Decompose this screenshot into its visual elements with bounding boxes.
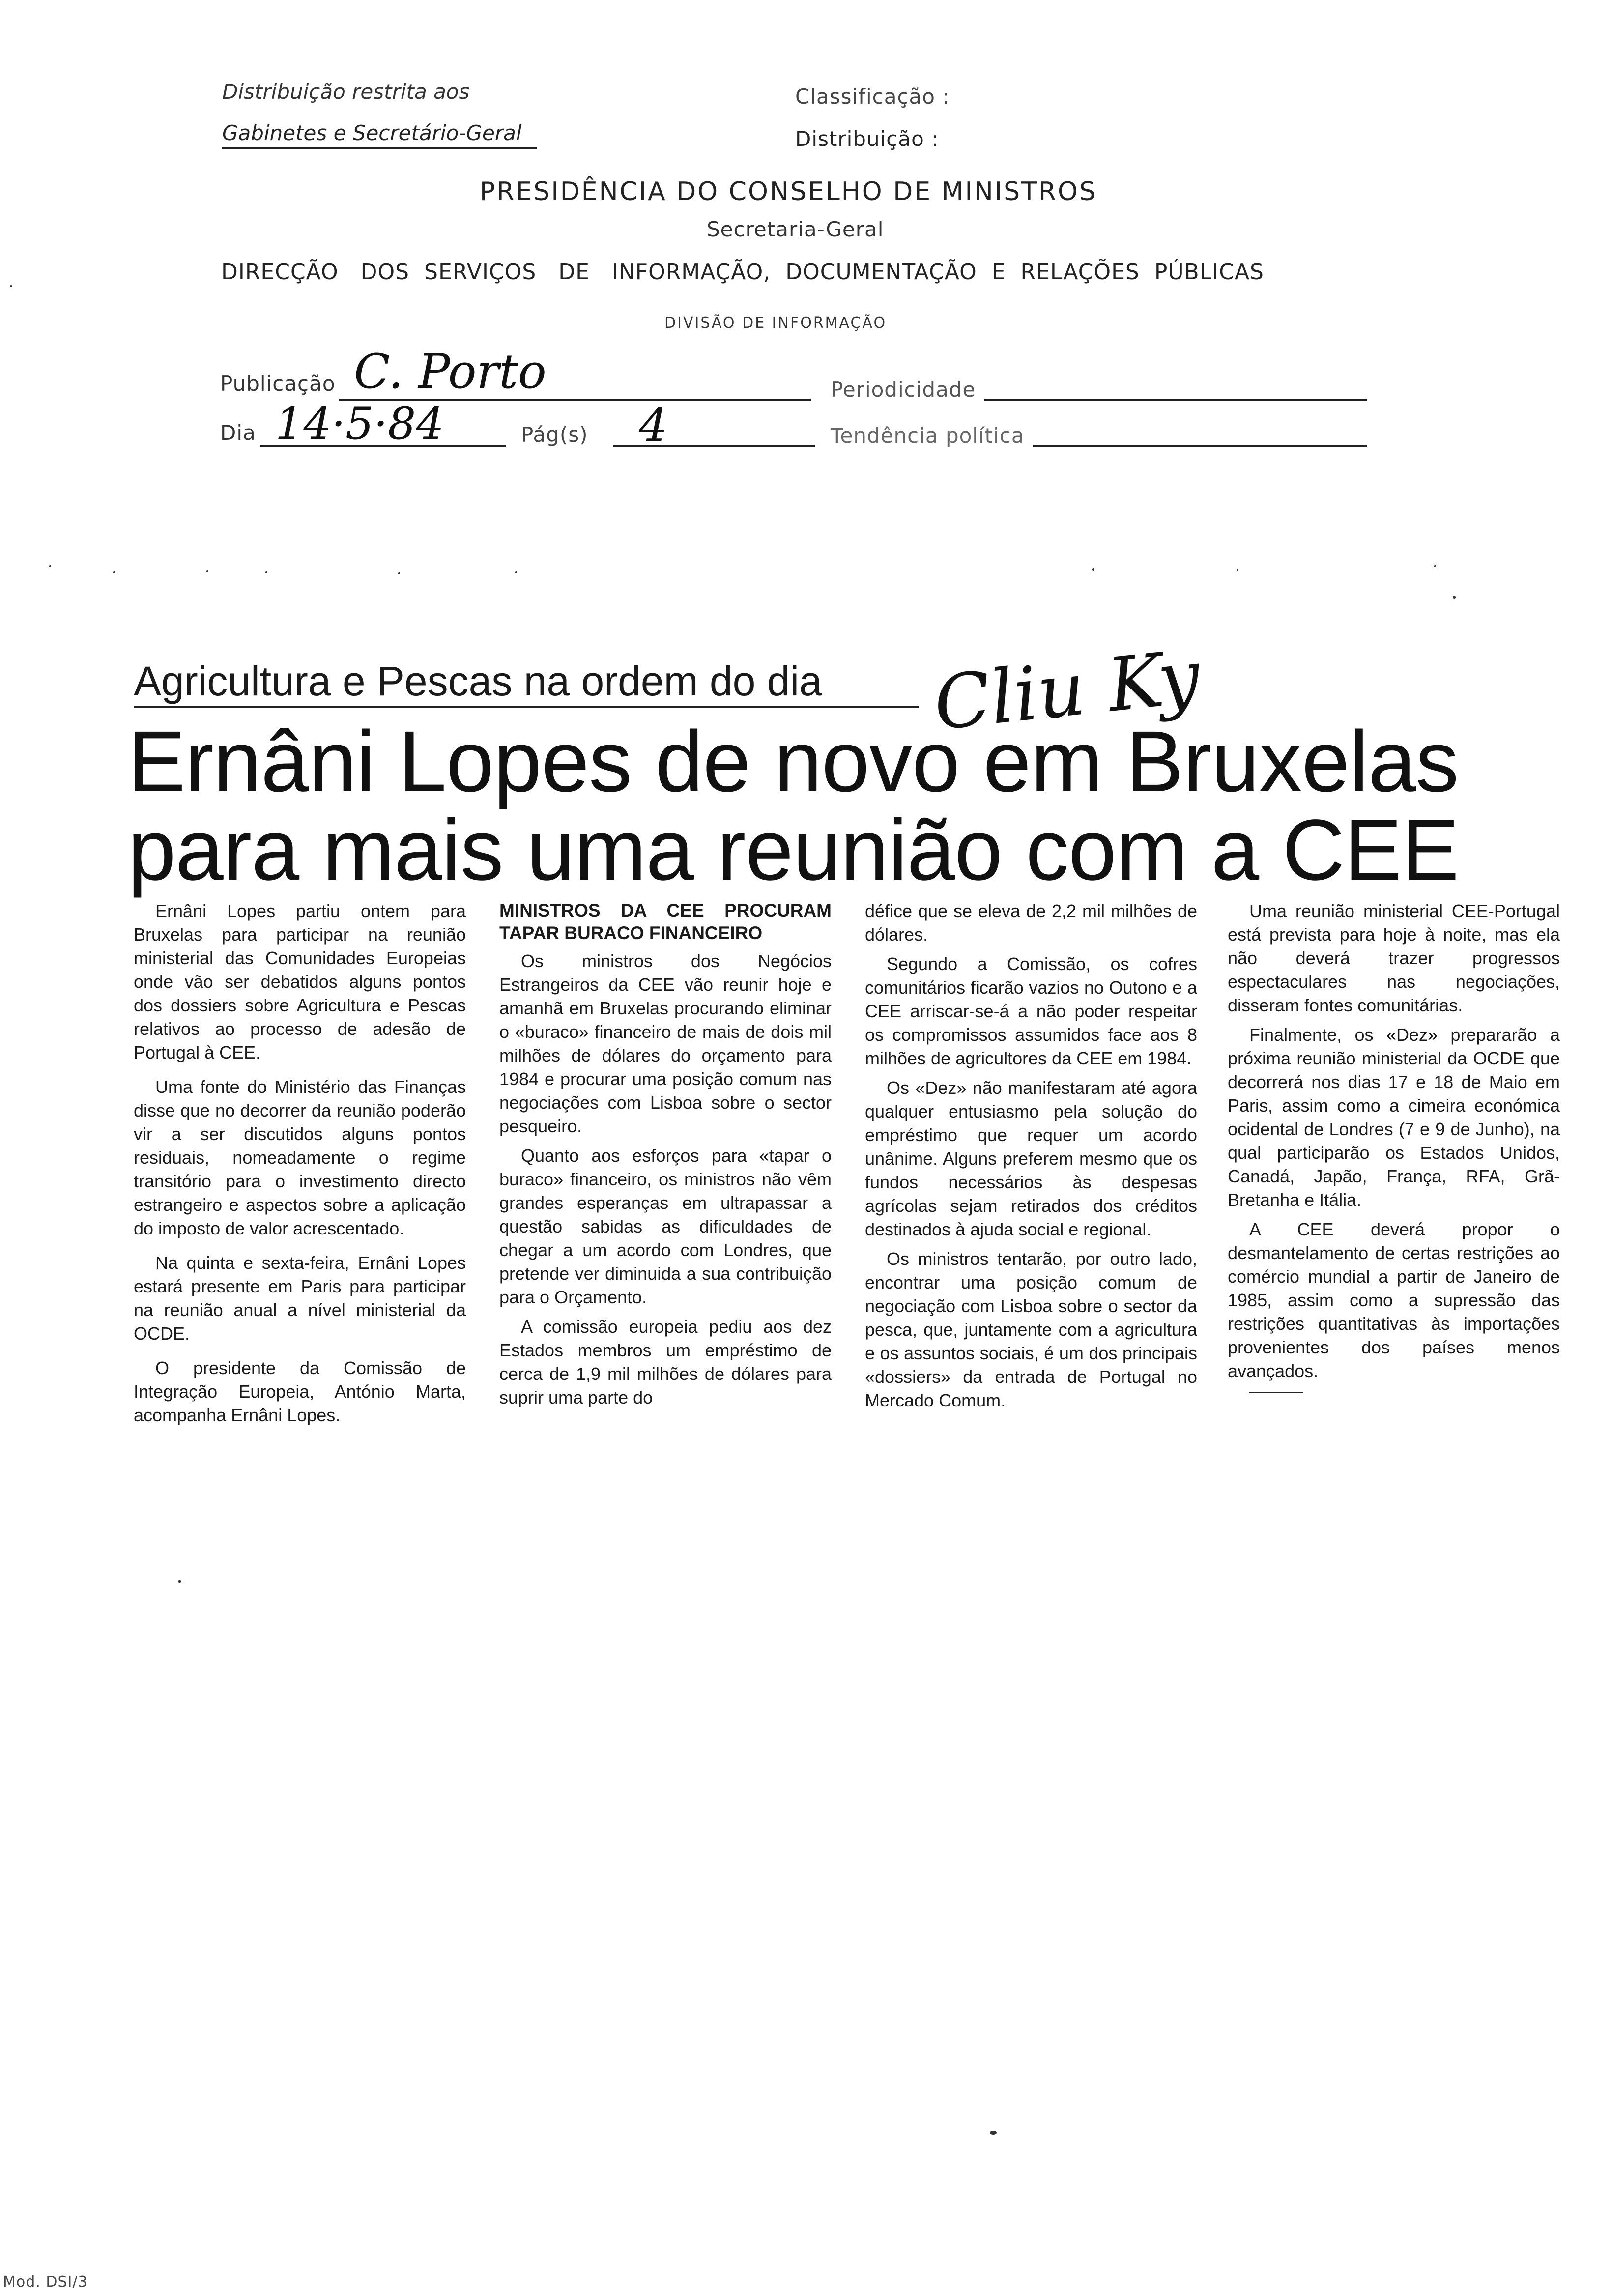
- paragraph: Os «Dez» não manifestaram até agora qualquer entusiasmo pela solução do empréstimo que requer um acordo unânime. Alguns preferem mesmo que os fundos necessários às despesas agrícolas sejam retirados dos créditos destinados à ajuda social e regional.: [865, 1078, 1197, 1239]
- scan-speck: [515, 571, 517, 573]
- secretaria-geral: Secretaria-Geral: [707, 217, 884, 241]
- scan-speck: [1237, 569, 1238, 571]
- scan-speck: [10, 285, 12, 287]
- scan-speck: [265, 571, 267, 573]
- paragraph: Segundo a Comissão, os cofres comunitários ficarão vazios no Outono e a CEE arriscar-se-á a não poder respeitar os compromissos assumidos face aos 8 milhões de agricultores da CEE em 1984.: [865, 954, 1197, 1068]
- paragraph: Os ministros dos Negócios Estrangeiros da CEE vão reunir hoje e amanhã em Bruxelas procurando eliminar o «buraco» financeiro de mais de dois mil milhões de dólares do orçamento para 1984 e procurar uma posição comum nas negociações com Lisboa sobre o sector pesqueiro.: [499, 951, 832, 1136]
- scan-speck: [1434, 565, 1436, 567]
- article-column-4: [1228, 899, 1560, 1393]
- publicacao-label: Publicação: [220, 372, 336, 396]
- dia-value: 14·5·84: [275, 398, 444, 450]
- scan-speck: [1453, 596, 1456, 599]
- publicacao-value: C. Porto: [354, 344, 547, 399]
- paragraph: Quanto aos esforços para «tapar o buraco» financeiro, os ministros não vêm grandes esperanças em ultrapassar a questão sabidas as dificuldades de chegar a um acordo com Londres, que pretende ver diminuida a sua contribuição para o Orçamento.: [499, 1146, 832, 1307]
- org-title: PRESIDÊNCIA DO CONSELHO DE MINISTROS: [480, 177, 1097, 206]
- headline-line-2: para mais uma reunião com a CEE: [128, 802, 1459, 898]
- tendencia-label: Tendência política: [831, 424, 1025, 448]
- article-column-3: [865, 899, 1197, 1418]
- scan-speck: [113, 571, 115, 573]
- divisao-informacao: DIVISÃO DE INFORMAÇÃO: [664, 315, 887, 332]
- distribuicao-label: Distribuição :: [795, 127, 939, 151]
- scan-speck: [398, 572, 400, 574]
- tendencia-line: [1033, 445, 1367, 447]
- paragraph: Ernâni Lopes partiu ontem para Bruxelas para participar na reunião ministerial das Comunidades Europeias onde vão ser debatidos alguns pontos dos dossiers sobre Agricultura e Pescas relativos ao processo de adesão de Portugal à CEE.: [134, 901, 466, 1062]
- paragraph: Os ministros tentarão, por outro lado, encontrar uma posição comum de negociação com Lisboa sobre o sector da pesca, que, juntamente com a agricultura e os assuntos sociais, é um dos principais «dossiers» da entrada de Portugal no Mercado Comum.: [865, 1249, 1197, 1410]
- restricted-line-1: Distribuição restrita aos: [222, 80, 470, 104]
- periodicidade-label: Periodicidade: [831, 377, 976, 402]
- paragraph: Uma fonte do Ministério das Finanças disse que no decorrer da reunião poderão vir a ser discutidos alguns pontos residuais, nomeadamente o regime transitório para o investimento directo estrangeiro e aspectos sobre a aplicação do imposto de valor acrescentado.: [134, 1077, 466, 1238]
- paragraph: Finalmente, os «Dez» prepararão a próxima reunião ministerial da OCDE que decorrerá nos dias 17 e 18 de Maio em Paris, assim como a cimeira económica ocidental de Londres (7 e 9 de Junho), na qual participarão os Estados Unidos, Canadá, Japão, França, RFA, Grã-Bretanha e Itália.: [1228, 1025, 1560, 1210]
- pags-value: 4: [639, 399, 668, 452]
- direccao-servicos: DIRECÇÃO DOS SERVIÇOS DE INFORMAÇÃO, DOCUMENTAÇÃO E RELAÇÕES PÚBLICAS: [221, 259, 1264, 285]
- article-column-1: [134, 899, 466, 1433]
- scan-speck: [1092, 568, 1094, 571]
- paragraph: défice que se eleva de 2,2 mil milhões de dólares.: [865, 901, 1197, 945]
- handwritten-annotation: Cliu Ky: [930, 634, 1204, 747]
- headline-line-1: Ernâni Lopes de novo em Bruxelas: [128, 714, 1459, 810]
- end-rule: [1249, 1392, 1303, 1393]
- article-kicker: Agricultura e Pescas na ordem do dia: [134, 657, 919, 708]
- column-subhead: MINISTROS DA CEE PROCURAM TAPAR BURACO FINANCEIRO: [499, 900, 832, 943]
- scan-speck: [990, 2131, 997, 2135]
- article-column-2: [499, 899, 832, 1415]
- scan-speck: [49, 565, 51, 567]
- periodicidade-line: [984, 399, 1367, 401]
- classificacao-label: Classificação :: [795, 85, 950, 109]
- pags-label: Pág(s): [521, 423, 588, 447]
- paragraph: O presidente da Comissão de Integração Europeia, António Marta, acompanha Ernâni Lopes.: [134, 1358, 466, 1425]
- paragraph: A comissão europeia pediu aos dez Estados membros um empréstimo de cerca de 1,9 mil milhões de dólares para suprir uma parte do: [499, 1317, 832, 1407]
- paragraph: Uma reunião ministerial CEE-Portugal está prevista para hoje à noite, mas ela não deverá trazer progressos espectaculares nas negociações, disseram fontes comunitárias.: [1228, 901, 1560, 1015]
- scan-speck: [206, 570, 208, 572]
- paragraph: A CEE deverá propor o desmantelamento de certas restrições ao comércio mundial a partir de Janeiro de 1985, assim como a supressão das restrições quantitativas às importações provenientes dos países menos avançados.: [1228, 1219, 1560, 1381]
- scan-speck: [178, 1580, 181, 1583]
- paragraph: Na quinta e sexta-feira, Ernâni Lopes estará presente em Paris para participar na reunião anual a nível ministerial da OCDE.: [134, 1253, 466, 1344]
- dia-label: Dia: [220, 421, 256, 445]
- restricted-line-2: Gabinetes e Secretário-Geral: [222, 121, 537, 149]
- model-code: Mod. DSI/3: [3, 2273, 88, 2291]
